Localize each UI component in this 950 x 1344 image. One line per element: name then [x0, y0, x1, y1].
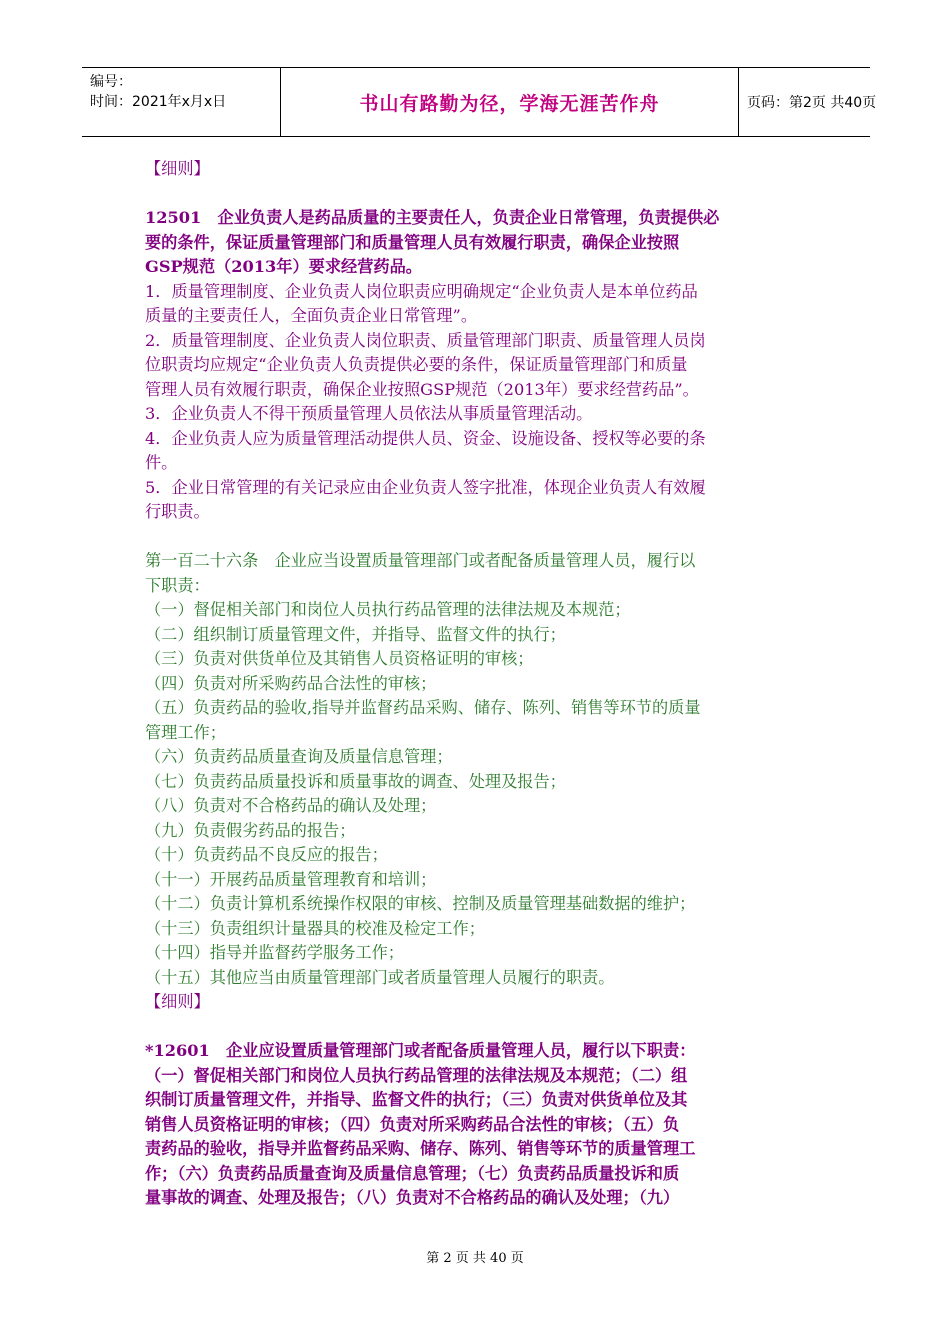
document-body — [145, 157, 810, 1211]
document-date-label: 时间：2021年x月x日 — [90, 94, 227, 110]
list-item: （五）负责药品的验收,指导并监督药品采购、储存、陈列、销售等环节的质量 — [145, 698, 701, 717]
article-line: 下职责： — [145, 575, 210, 595]
list-item: （九）负责假劣药品的报告； — [145, 820, 356, 840]
list-item: 2．质量管理制度、企业负责人岗位职责、质量管理部门职责、质量管理人员岗 — [145, 330, 706, 350]
list-item: （六）负责药品质量查询及质量信息管理； — [145, 747, 453, 766]
list-item: 1．质量管理制度、企业负责人岗位职责应明确规定“企业负责人是本单位药品 — [145, 281, 698, 301]
rule-line: *12601 企业应设置质量管理部门或者配备质量管理人员，履行以下职责： — [145, 1041, 696, 1060]
rule-line: 责药品的验收，指导并监督药品采购、储存、陈列、销售等环节的质量管理工 — [145, 1139, 696, 1158]
list-item: 5．企业日常管理的有关记录应由企业负责人签字批准，体现企业负责人有效履 — [145, 477, 706, 497]
header-motto: 书山有路勤为径，学海无涯苦作舟 — [281, 68, 739, 136]
rule-line: 量事故的调查、处理及报告；（八）负责对不合格药品的确认及处理；（九） — [145, 1188, 680, 1207]
rule-line: 要的条件，保证质量管理部门和质量管理人员有效履行职责，确保企业按照 — [145, 232, 680, 252]
duties-list — [145, 598, 810, 990]
list-item: 行职责。 — [145, 502, 210, 521]
list-item: （七）负责药品质量投诉和质量事故的调查、处理及报告； — [145, 771, 566, 791]
list-item: （十一）开展药品质量管理教育和培训； — [145, 869, 437, 889]
list-item: （十四）指导并监督药学服务工作； — [145, 943, 404, 962]
list-item: 质量的主要责任人，全面负责企业日常管理”。 — [145, 306, 478, 325]
section-heading-rules-1: 【细则】 — [145, 159, 210, 178]
rule-12501 — [145, 206, 810, 280]
article-126 — [145, 549, 810, 598]
list-item: （十三）负责组织计量器具的校准及检定工作； — [145, 918, 485, 938]
list-item: 4．企业负责人应为质量管理活动提供人员、资金、设施设备、授权等必要的条 — [145, 428, 706, 448]
document-number-label: 编号： — [90, 74, 132, 90]
header-page-label: 页码：第2页 共40页 — [747, 95, 877, 111]
page-header — [82, 67, 877, 137]
list-item: 管理工作； — [145, 722, 226, 742]
rule-line: 12501 企业负责人是药品质量的主要责任人，负责企业日常管理，负责提供必 — [145, 208, 720, 227]
rule-line: 销售人员资格证明的审核；（四）负责对所采购药品合法性的审核；（五）负 — [145, 1114, 680, 1134]
list-item: 管理人员有效履行职责，确保企业按照GSP规范（2013年）要求经营药品”。 — [145, 379, 699, 399]
list-item: （四）负责对所采购药品合法性的审核； — [145, 673, 437, 693]
rule-line: （一）督促相关部门和岗位人员执行药品管理的法律法规及本规范；（二）组 — [145, 1065, 688, 1085]
list-item: 件。 — [145, 453, 178, 472]
rule-12501-items — [145, 280, 810, 525]
list-item: （八）负责对不合格药品的确认及处理； — [145, 796, 437, 815]
list-item: 位职责均应规定“企业负责人负责提供必要的条件，保证质量管理部门和质量 — [145, 355, 688, 374]
section-heading-rules-2: 【细则】 — [145, 992, 210, 1011]
rule-12601 — [145, 1039, 810, 1211]
rule-line: 作；（六）负责药品质量查询及质量信息管理；（七）负责药品质量投诉和质 — [145, 1163, 680, 1183]
list-item: 3．企业负责人不得干预质量管理人员依法从事质量管理活动。 — [145, 404, 593, 423]
list-item: （一）督促相关部门和岗位人员执行药品管理的法律法规及本规范； — [145, 600, 631, 619]
rule-line: 织制订质量管理文件，并指导、监督文件的执行；（三）负责对供货单位及其 — [145, 1090, 688, 1109]
article-line: 第一百二十六条 企业应当设置质量管理部门或者配备质量管理人员，履行以 — [145, 551, 696, 570]
page-footer: 第 2 页 共 40 页 — [426, 1251, 524, 1266]
list-item: （十二）负责计算机系统操作权限的审核、控制及质量管理基础数据的维护； — [145, 894, 696, 913]
list-item: （十五）其他应当由质量管理部门或者质量管理人员履行的职责。 — [145, 967, 615, 987]
header-meta-cell — [82, 68, 281, 136]
list-item: （十）负责药品不良反应的报告； — [145, 845, 388, 864]
list-item: （三）负责对供货单位及其销售人员资格证明的审核； — [145, 649, 534, 668]
rule-line: GSP规范（2013年）要求经营药品。 — [145, 257, 422, 276]
list-item: （二）组织制订质量管理文件，并指导、监督文件的执行； — [145, 624, 566, 644]
